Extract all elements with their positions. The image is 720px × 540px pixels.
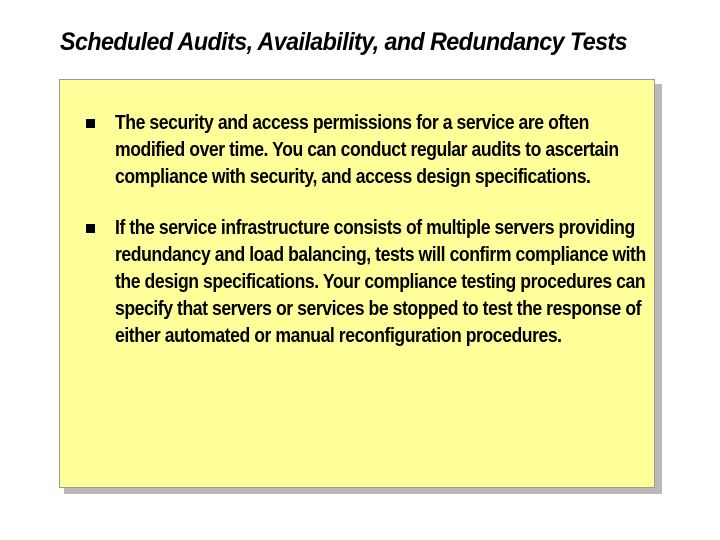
- bullet-item: [86, 110, 686, 191]
- bullet-list: [86, 110, 686, 374]
- bullet-text: The security and access permissions for a service are often modified over time. You can conduct regular audits to ascertain compliance with security, and access design specifications.: [115, 112, 619, 188]
- bullet-text: If the service infrastructure consists of multiple servers providing redundancy and load balancing, tests will confirm compliance with the design specifications. Your compliance testing procedures can specify that servers or services be stopped to test the response of either automated or manual reconfiguration procedures.: [115, 217, 646, 347]
- square-bullet-icon: [86, 119, 95, 128]
- bullet-item: [86, 215, 686, 350]
- square-bullet-icon: [86, 224, 95, 233]
- slide-title: Scheduled Audits, Availability, and Redundancy Tests: [60, 28, 627, 56]
